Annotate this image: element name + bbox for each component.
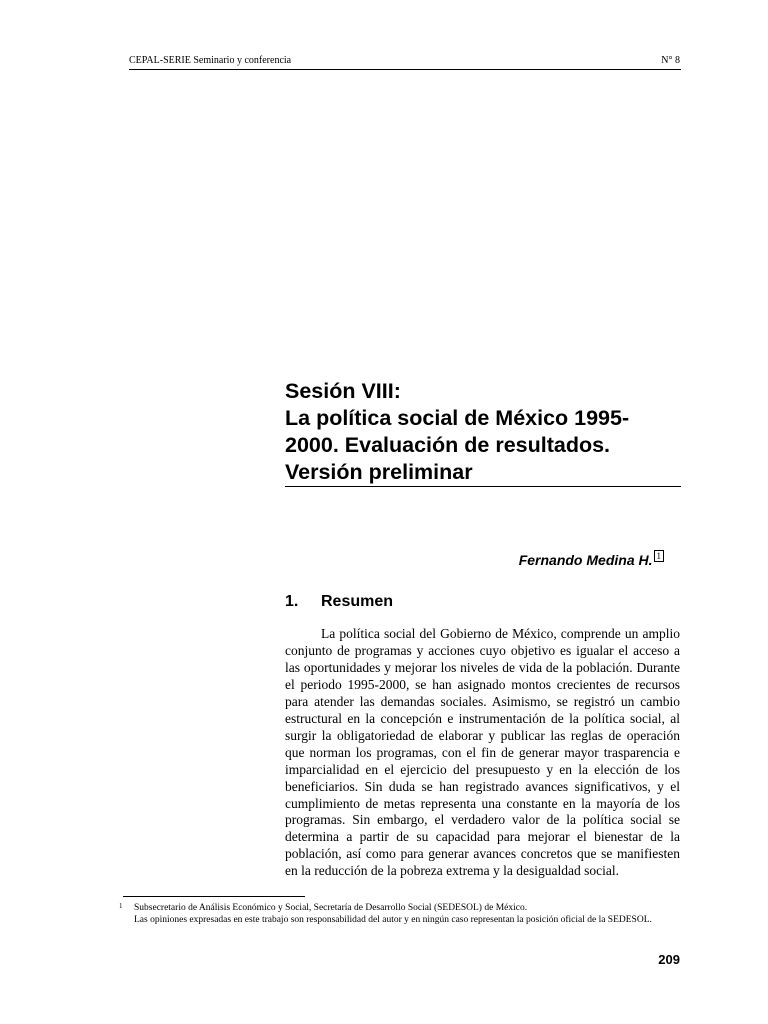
footnote-line: Las opiniones expresadas en este trabajo son responsabilidad del autor y en ningún caso representan la posición oficial de la SEDESOL. [134,914,652,925]
title-divider [285,486,681,487]
running-header [129,55,680,69]
session-title [285,378,680,486]
footnote-line: Subsecretario de Análisis Económico y Social, Secretaría de Desarrollo Social (SEDESOL) de México. [134,903,528,913]
author-name: Fernando Medina H. [518,552,653,568]
session-title-line: Versión preliminar [285,460,473,484]
abstract-paragraph: La política social del Gobierno de México, comprende un amplio conjunto de programas y acciones cuyo objetivo es igualar el acceso a las oportunidades y mejorar los niveles de vida de la población. Durante el periodo 1995-2000, se han asignado montos crecientes de recursos para atender las demandas sociales. Asimismo, se registró un cambio estructural en la concepción e instrumentación de la política social, al surgir la obligatoriedad de elaborar y publicar las reglas de operación que norman los programas, con el fin de generar mayor trasparencia e imparcialidad en el ejercicio del presupuesto y en la elección de los beneficiarios. Sin duda se han registrado avances significativos, y el cumplimiento de metas representa una constante en la mayoría de los programas. Sin embargo, el verdadero valor de la política social se determina a partir de su capacidad para mejorar el bienestar de la población, así como para generar avances concretos que se manifiesten en la reducción de la pobreza extrema y la desigualdad social. [285,626,680,879]
page-number: 209 [658,952,680,967]
issue-number: N° 8 [661,55,680,66]
session-title-line: 2000. Evaluación de resultados. [285,433,611,457]
session-title-line: Sesión VIII: [285,379,401,403]
section-title: Resumen [321,593,394,610]
session-title-line: La política social de México 1995- [285,406,630,430]
section-number: 1. [285,593,299,610]
footnote-reference-link[interactable]: 1 [654,550,665,562]
series-title: CEPAL-SERIE Seminario y conferencia [129,55,292,66]
header-divider [129,69,681,70]
author-line [519,550,664,569]
footnote [119,902,680,926]
footnote-divider [123,896,305,897]
footnote-mark: 1 [119,902,123,910]
section-heading [285,592,393,612]
